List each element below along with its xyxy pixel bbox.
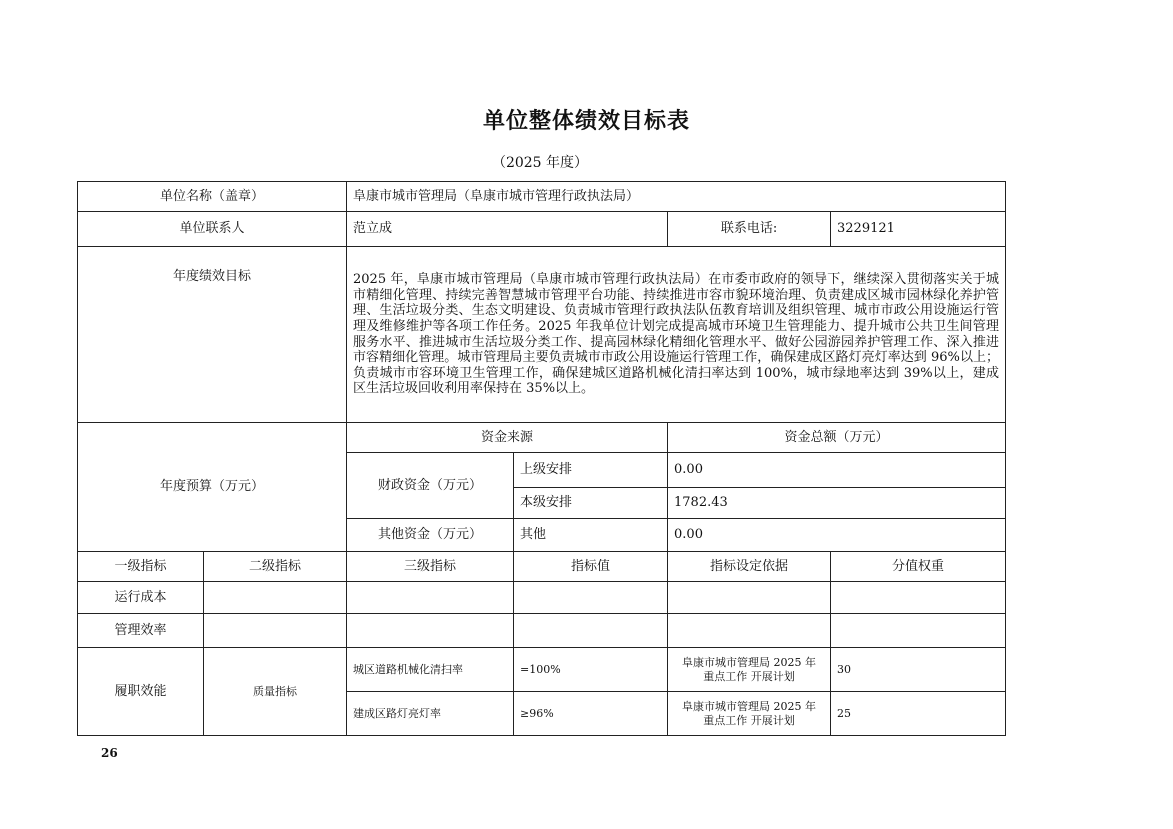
indicator-value: =100%	[514, 648, 668, 692]
fiscal-funds-label: 财政资金（万元）	[347, 453, 514, 519]
indicator-name: 城区道路机械化清扫率	[347, 648, 514, 692]
budget-total-header: 资金总额（万元）	[668, 423, 1006, 453]
budget-header-row	[78, 423, 1006, 453]
phone-label: 联系电话:	[668, 212, 831, 247]
contact-value: 范立成	[347, 212, 668, 247]
indicator-basis-line2: 重点工作 开展计划	[703, 669, 795, 683]
local-allocation-label: 本级安排	[514, 488, 668, 519]
indicator-basis-line1: 阜康市城市管理局 2025 年	[682, 656, 817, 670]
unit-name-row	[78, 182, 1006, 212]
cost-row-label: 运行成本	[78, 582, 204, 614]
page-number: 26	[101, 746, 118, 760]
budget-source-header: 资金来源	[347, 423, 668, 453]
level2-header: 二级指标	[204, 552, 347, 582]
weight-header: 分值权重	[831, 552, 1006, 582]
level3-header: 三级指标	[347, 552, 514, 582]
indicator-basis	[668, 648, 831, 692]
upper-allocation-value: 0.00	[668, 453, 1006, 488]
table-row	[78, 614, 1006, 648]
goal-row	[78, 247, 1006, 423]
table-row	[78, 582, 1006, 614]
upper-allocation-label: 上级安排	[514, 453, 668, 488]
table-row	[78, 648, 1006, 692]
goal-label: 年度绩效目标	[78, 247, 347, 423]
goal-text: 2025 年，阜康市城市管理局（阜康市城市管理行政执法局）在市委市政府的领导下，继续深入贯彻落实关于城市精细化管理、持续完善智慧城市管理平台功能、持续推进市容市貌环境治理、负责建成区城市园林绿化养护管理、生活垃圾分类、生态文明建设、负责城市管理行政执法队伍教育培训及组织管理、城市市政公用设施运行管理及维修维护等各项工作任务。2025 年我单位计划完成提高城市环境卫生管理能力、提升城市公共卫生间管理服务水平、推进城市生活垃圾分类工作、提高园林绿化精细化管理水平、做好公园游园养护管理工作、深入推进市容精细化管理。城市管理局主要负责城市市政公用设施运行管理工作，确保建成区路灯亮灯率达到 96%以上；负责城市市容环境卫生管理工作，确保建城区道路机械化清扫率达到 100%，城市绿地率达到 39%以上，建成区生活垃圾回收利用率保持在 35%以上。	[347, 247, 1006, 423]
performance-row-label: 履职效能	[78, 648, 204, 736]
indicator-name: 建成区路灯亮灯率	[347, 692, 514, 736]
indicator-weight: 25	[831, 692, 1006, 736]
other-funds-sub-label: 其他	[514, 519, 668, 552]
quality-indicator-label: 质量指标	[204, 648, 347, 736]
other-funds-value: 0.00	[668, 519, 1006, 552]
value-header: 指标值	[514, 552, 668, 582]
phone-value: 3229121	[831, 212, 1006, 247]
unit-name-value: 阜康市城市管理局（阜康市城市管理行政执法局）	[347, 182, 1006, 212]
page-subtitle: （2025 年度）	[491, 155, 589, 171]
unit-name-label: 单位名称（盖章）	[78, 182, 347, 212]
budget-label: 年度预算（万元）	[78, 423, 347, 552]
performance-table	[77, 181, 1006, 736]
efficiency-row-label: 管理效率	[78, 614, 204, 648]
contact-row	[78, 212, 1006, 247]
level1-header: 一级指标	[78, 552, 204, 582]
local-allocation-value: 1782.43	[668, 488, 1006, 519]
contact-label: 单位联系人	[78, 212, 347, 247]
basis-header: 指标设定依据	[668, 552, 831, 582]
indicator-basis	[668, 692, 831, 736]
indicator-basis-line1: 阜康市城市管理局 2025 年	[682, 700, 817, 714]
page-title: 单位整体绩效目标表	[482, 108, 690, 134]
indicator-value: ≥96%	[514, 692, 668, 736]
indicator-header-row	[78, 552, 1006, 582]
indicator-basis-line2: 重点工作 开展计划	[703, 713, 795, 727]
indicator-weight: 30	[831, 648, 1006, 692]
other-funds-label: 其他资金（万元）	[347, 519, 514, 552]
